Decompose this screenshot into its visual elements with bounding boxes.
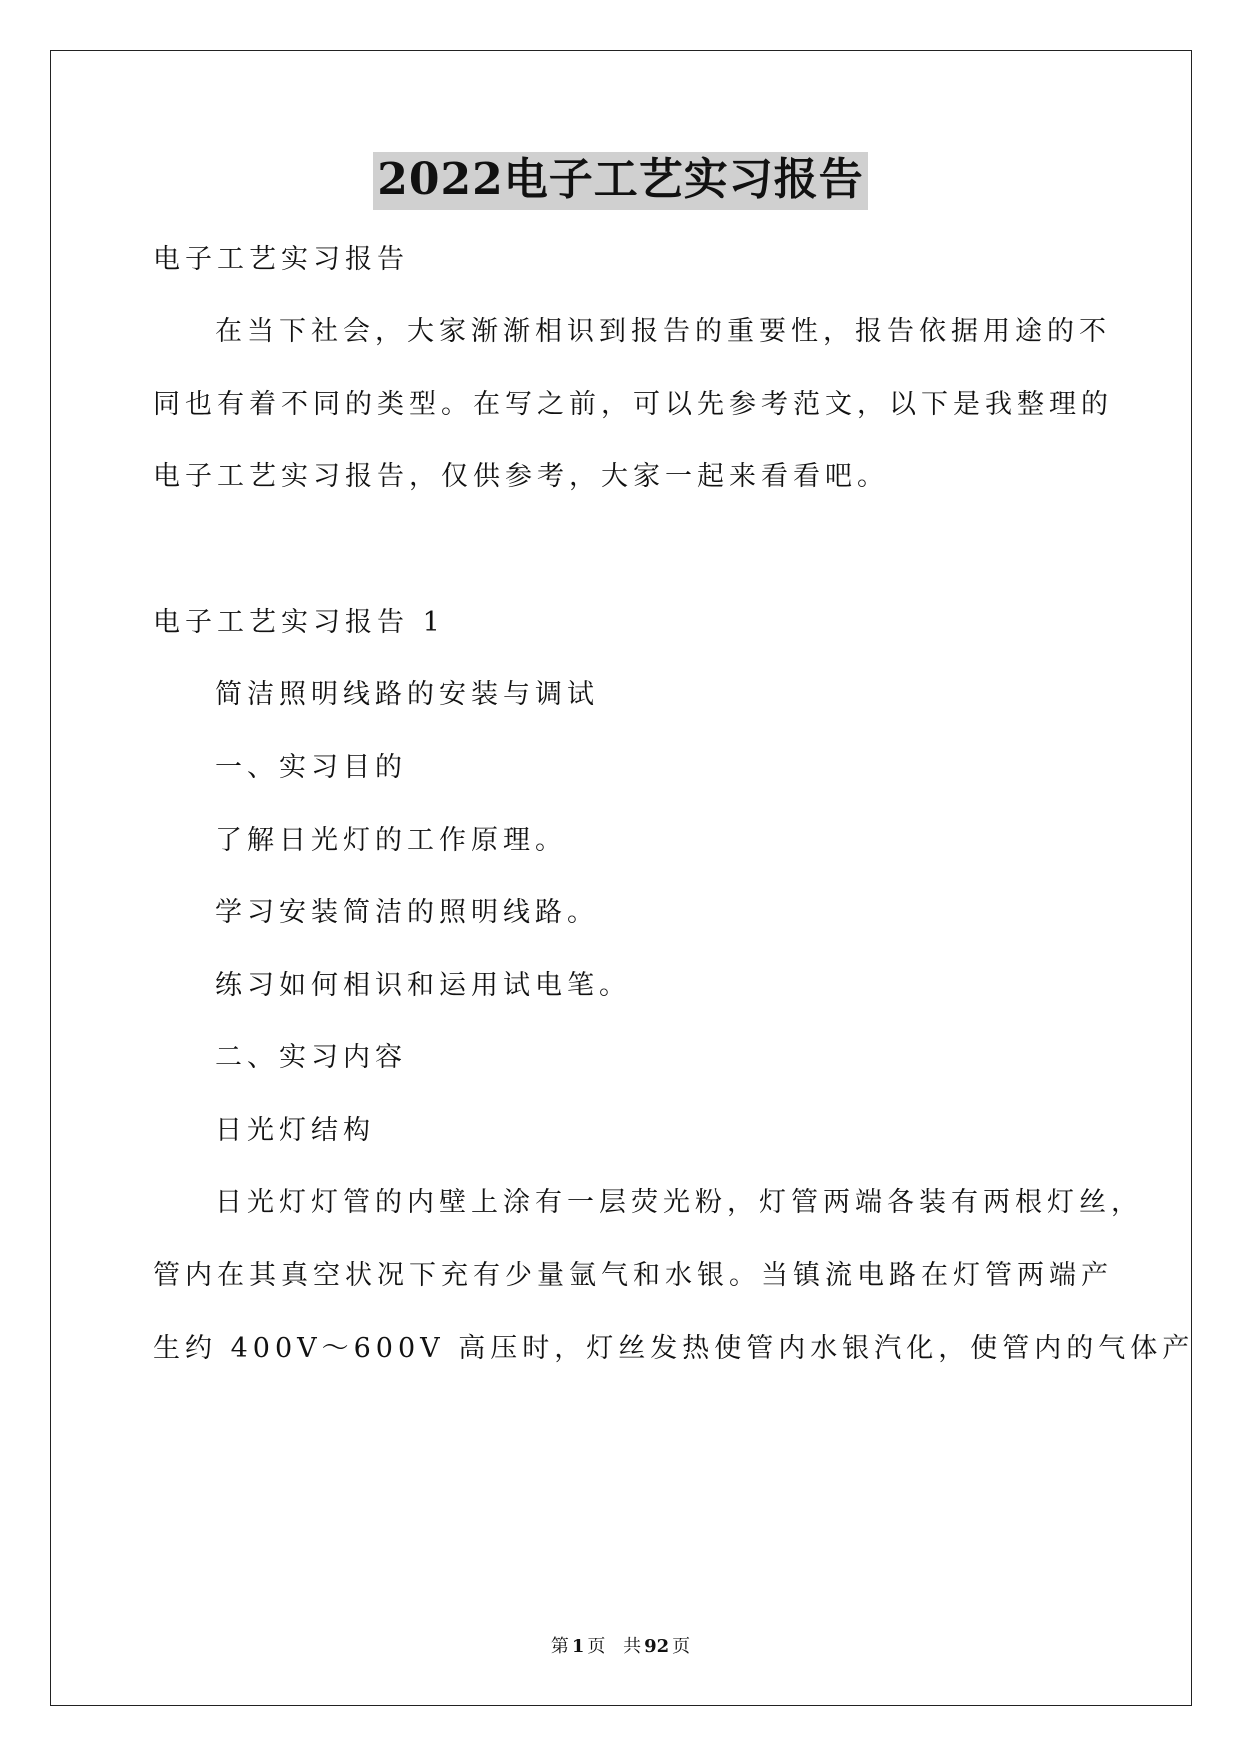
body-line-1: 日光灯灯管的内壁上涂有一层荧光粉，灯管两端各装有两根灯丝， [215, 1187, 1143, 1218]
document-title: 2022电子工艺实习报告 [373, 152, 867, 210]
heading-content: 二、实习内容 [215, 1042, 407, 1073]
page-footer [0, 1632, 1241, 1658]
title-container [0, 152, 1241, 210]
intro-line-3: 电子工艺实习报告，仅供参考，大家一起来看看吧。 [153, 461, 889, 492]
page-number: 1 [571, 1636, 585, 1657]
section-heading: 电子工艺实习报告 1 [153, 607, 445, 638]
page-number-indicator [548, 1636, 609, 1657]
page-suffix: 页 [587, 1636, 606, 1657]
total-suffix: 页 [672, 1636, 691, 1657]
page-total-indicator [620, 1636, 693, 1657]
body-line-3: 生约 400V～600V 高压时，灯丝发热使管内水银汽化，使管内的气体产 [153, 1333, 1195, 1364]
total-prefix: 共 [623, 1636, 642, 1657]
intro-line-1: 在当下社会，大家渐渐相识到报告的重要性，报告依据用途的不 [215, 316, 1111, 347]
objective-item-2: 学习安装简洁的照明线路。 [215, 897, 599, 928]
subtitle-line: 电子工艺实习报告 [153, 244, 409, 275]
page-border [50, 50, 1195, 1706]
page-prefix: 第 [550, 1636, 569, 1657]
total-pages: 92 [644, 1636, 670, 1657]
content-subheading: 日光灯结构 [215, 1115, 375, 1146]
objective-item-3: 练习如何相识和运用试电笔。 [215, 970, 631, 1001]
heading-objective: 一、实习目的 [215, 752, 407, 783]
report-subject: 简洁照明线路的安装与调试 [215, 679, 599, 710]
objective-item-1: 了解日光灯的工作原理。 [215, 825, 567, 856]
intro-line-2: 同也有着不同的类型。在写之前，可以先参考范文，以下是我整理的 [153, 389, 1113, 420]
body-line-2: 管内在其真空状况下充有少量氩气和水银。当镇流电路在灯管两端产 [153, 1260, 1113, 1291]
